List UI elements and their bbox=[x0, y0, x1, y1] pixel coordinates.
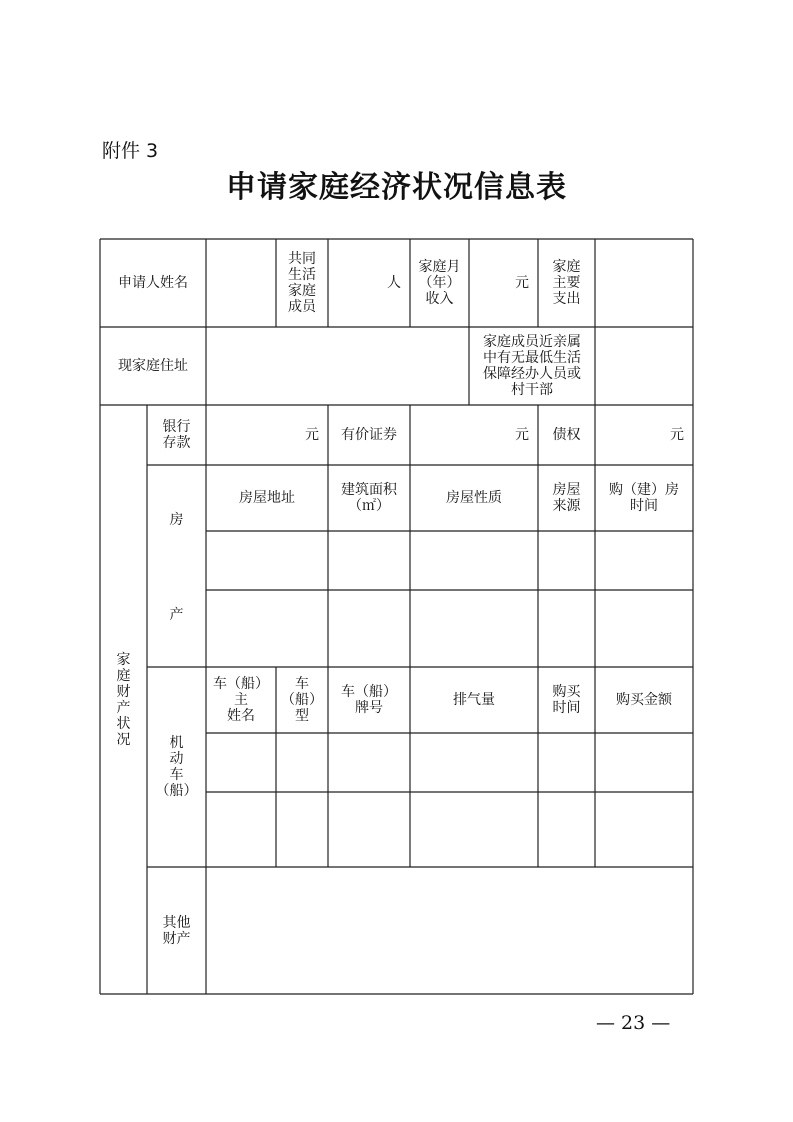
vehicle-header-purchase-amount: 购买金额 bbox=[616, 692, 672, 708]
applicant-name-label: 申请人姓名 bbox=[118, 275, 188, 291]
address-field[interactable] bbox=[206, 327, 469, 405]
vehicle-header-type: 车 （船） 型 bbox=[281, 676, 323, 724]
claims-label: 债权 bbox=[552, 427, 581, 443]
applicant-name-field[interactable] bbox=[206, 239, 276, 327]
securities-label: 有价证券 bbox=[341, 427, 397, 443]
attachment-label: 附件 3 bbox=[102, 140, 159, 162]
vehicle-label: 机 动 车 （船） bbox=[155, 734, 198, 799]
property-section-label: 家 庭 财 产 状 况 bbox=[116, 651, 131, 748]
house-label-top: 房 bbox=[169, 512, 184, 528]
expense-label: 家庭 主要 支出 bbox=[552, 259, 581, 307]
members-label: 共同 生活 家庭 成员 bbox=[288, 251, 316, 315]
expense-field[interactable] bbox=[595, 239, 693, 327]
income-field[interactable]: 元 bbox=[515, 275, 529, 291]
vehicle-header-owner: 车（船） 主 姓名 bbox=[213, 676, 269, 724]
deposit-field[interactable]: 元 bbox=[305, 427, 319, 443]
relatives-field[interactable] bbox=[595, 327, 693, 405]
house-header-source: 房屋 来源 bbox=[552, 482, 581, 514]
house-header-nature: 房屋性质 bbox=[446, 490, 502, 506]
vehicle-header-purchase-time: 购买 时间 bbox=[552, 684, 581, 716]
members-field[interactable]: 人 bbox=[387, 275, 401, 291]
page-title: 申请家庭经济状况信息表 bbox=[226, 170, 567, 205]
income-label: 家庭月 （年） 收入 bbox=[418, 259, 461, 307]
house-label-bottom: 产 bbox=[169, 607, 184, 623]
house-header-address: 房屋地址 bbox=[239, 490, 295, 506]
securities-field[interactable]: 元 bbox=[515, 427, 529, 443]
claims-field[interactable]: 元 bbox=[670, 427, 684, 443]
deposit-label: 银行 存款 bbox=[162, 419, 191, 451]
relatives-label: 家庭成员近亲属 中有无最低生活 保障经办人员或 村干部 bbox=[483, 334, 581, 398]
vehicle-header-plate: 车（船） 牌号 bbox=[341, 684, 397, 716]
other-property-label: 其他 财产 bbox=[162, 914, 191, 947]
address-label: 现家庭住址 bbox=[118, 358, 188, 374]
vehicle-header-displacement: 排气量 bbox=[453, 692, 495, 708]
page-number: — 23 — bbox=[596, 1012, 671, 1034]
other-property-field[interactable] bbox=[206, 867, 693, 994]
house-header-area: 建筑面积 （㎡） bbox=[341, 482, 397, 514]
house-header-time: 购（建）房 时间 bbox=[609, 482, 679, 514]
